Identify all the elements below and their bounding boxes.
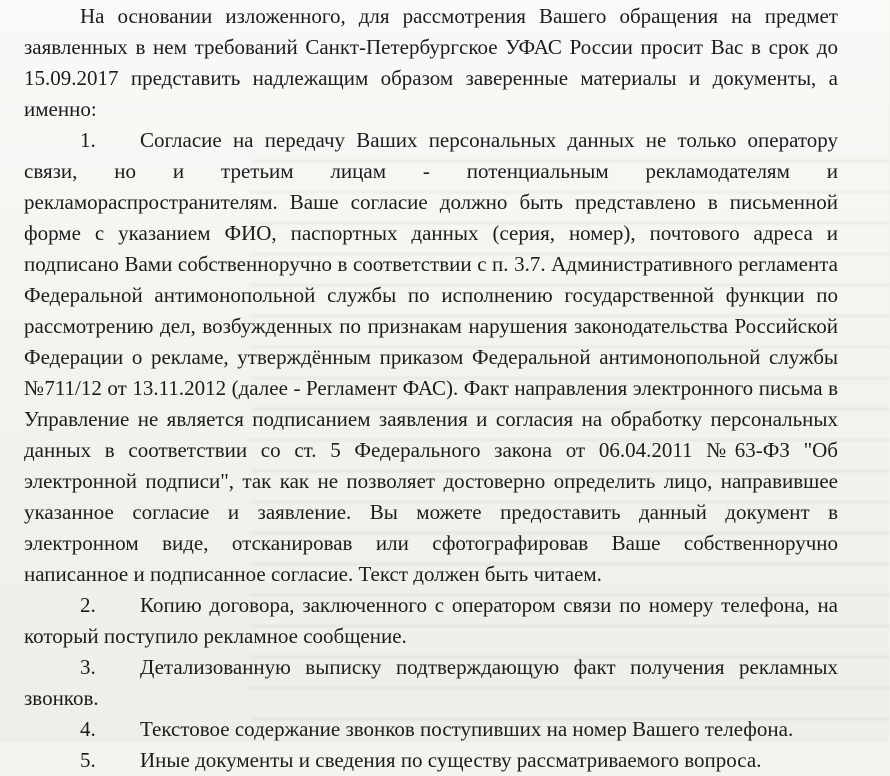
list-item-text: Текстовое содержание звонков поступивших на номер Вашего телефона. — [140, 717, 794, 741]
list-item-number: 5. — [80, 748, 96, 772]
list-item-1 — [24, 125, 838, 590]
list-item-number: 2. — [80, 593, 96, 617]
list-item-text: Иные документы и сведения по существу рассматриваемого вопроса. — [140, 748, 762, 772]
list-item-number: 1. — [80, 128, 96, 152]
list-item-text: Согласие на передачу Ваших персональных данных не только оператору связи, но и третьим лицам - потенциальным рекламодателям и рекламораспространителям. Ваше согласие должно быть представлено в письменной форме с указанием ФИО, паспортных данных (серия, номер), почтового адреса и подписано Вами собственноручно в соответствии с п. 3.7. Административного регламента Федеральной антимонопольной службы по исполнению государственной функции по рассмотрению дел, возбужденных по признакам нарушения законодательства Российской Федерации о рекламе, утверждённым приказом Федеральной антимонопольной службы №711/12 от 13.11.2012 (далее - Регламент ФАС). Факт направления электронного письма в Управление не является подписанием заявления и согласия на обработку персональных данных в соответствии со ст. 5 Федерального закона от 06.04.2011 №63-ФЗ "Об электронной подписи", так как не позволяет достоверно определить лицо, направившее указанное согласие и заявление. Вы можете предоставить данный документ в электронном виде, отсканировав или сфотографировав Ваше собственноручно написанное и подписанное согласие. Текст должен быть читаем. — [24, 128, 838, 586]
list-item-2 — [24, 590, 838, 652]
list-item-text: Копию договора, заключенного с оператором связи по номеру телефона, на который поступило рекламное сообщение. — [24, 593, 838, 648]
list-item-number: 4. — [80, 717, 96, 741]
list-item-number: 3. — [80, 655, 96, 679]
document-body — [24, 0, 838, 776]
list-item-4 — [24, 714, 838, 745]
list-item-5 — [24, 745, 838, 776]
list-item-text: Детализованную выписку подтверждающую факт получения рекламных звонков. — [24, 655, 838, 710]
list-item-3 — [24, 652, 838, 714]
intro-paragraph: На основании изложенного, для рассмотрения Вашего обращения на предмет заявленных в нем требований Санкт-Петербургское УФАС России просит Вас в срок до 15.09.2017 представить надлежащим образом заверенные материалы и документы, а именно: — [24, 4, 838, 121]
